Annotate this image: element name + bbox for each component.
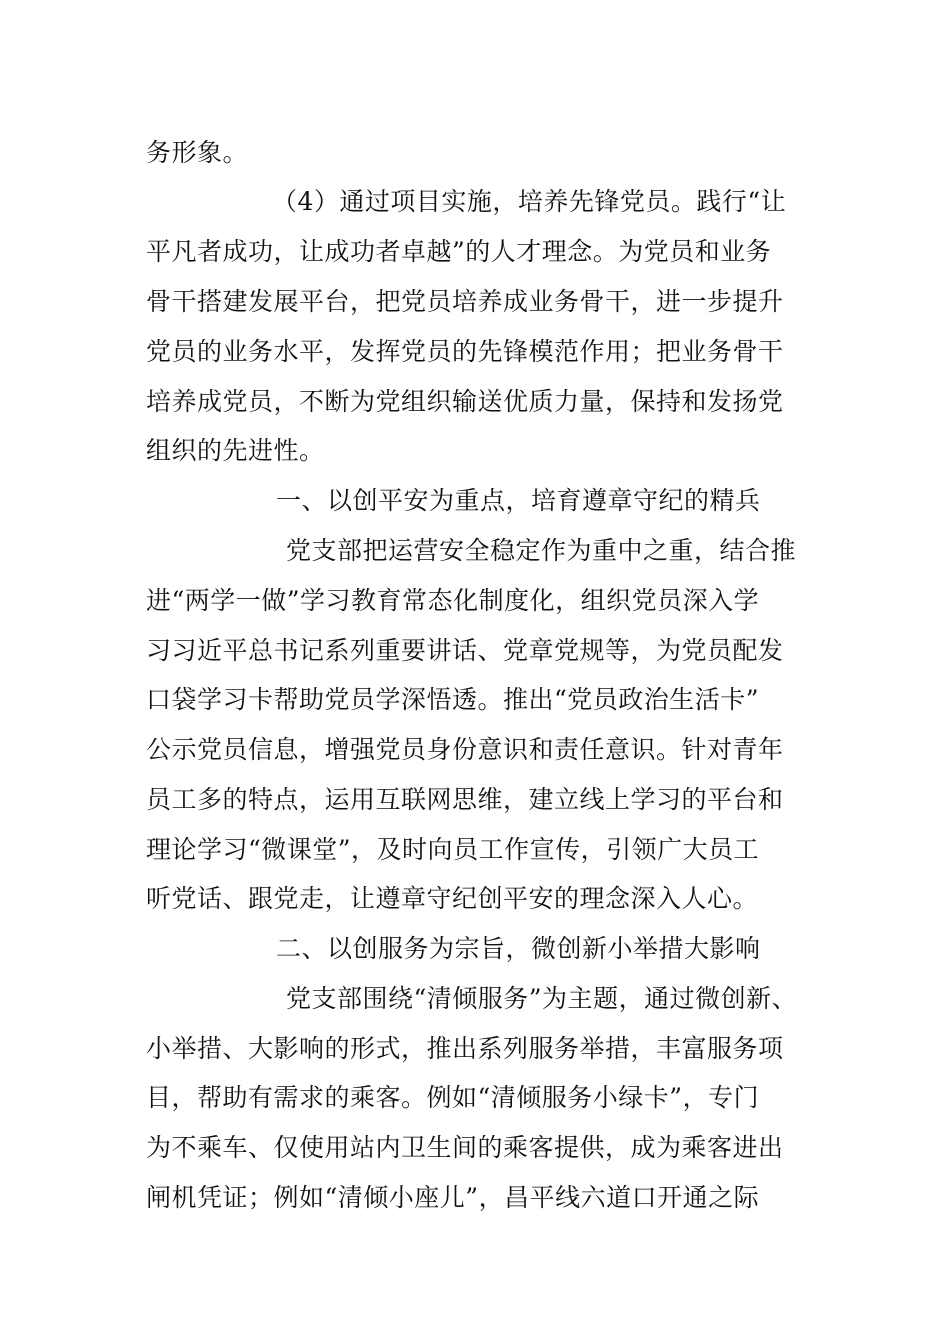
text-line: 员工多的特点，运用互联网思维，建立线上学习的平台和 <box>146 785 784 814</box>
text-line: 组织的先进性。 <box>146 436 325 465</box>
text-line: 骨干搭建发展平台，把党员培养成业务骨干，进一步提升 <box>146 287 784 316</box>
text-line: 务形象。 <box>146 138 249 167</box>
text-line: 听党话、跟党走，让遵章守纪创平安的理念深入人心。 <box>146 884 759 913</box>
section-heading: 二、以创服务为宗旨，微创新小举措大影响 <box>276 934 761 963</box>
text-line: 闸机凭证；例如“清倾小座儿”，昌平线六道口开通之际 <box>146 1183 760 1212</box>
text-line: 平凡者成功，让成功者卓越”的人才理念。为党员和业务 <box>146 237 772 266</box>
text-line: 理论学习“微课堂”，及时向员工作宣传，引领广大员工 <box>146 835 760 864</box>
paragraph-start-line: 党支部围绕“清倾服务”为主题，通过微创新、 <box>286 984 798 1013</box>
section-heading: 一、以创平安为重点，培育遵章守纪的精兵 <box>276 486 761 515</box>
text-line: 为不乘车、仅使用站内卫生间的乘客提供，成为乘客进出 <box>146 1133 784 1162</box>
text-line: 小举措、大影响的形式，推出系列服务举措，丰富服务项 <box>146 1034 784 1063</box>
text-line: 培养成党员，不断为党组织输送优质力量，保持和发扬党 <box>146 387 784 416</box>
paragraph-start-line: （4）通过项目实施，培养先锋党员。践行“让 <box>272 187 787 216</box>
text-line: 习习近平总书记系列重要讲话、党章党规等，为党员配发 <box>146 636 784 665</box>
paragraph-start-line: 党支部把运营安全稳定作为重中之重，结合推 <box>286 536 797 565</box>
text-line: 公示党员信息，增强党员身份意识和责任意识。针对青年 <box>146 735 784 764</box>
text-line: 进“两学一做”学习教育常态化制度化，组织党员深入学 <box>146 586 760 615</box>
text-line: 目，帮助有需求的乘客。例如“清倾服务小绿卡”，专门 <box>146 1083 760 1112</box>
text-line: 党员的业务水平，发挥党员的先锋模范作用；把业务骨干 <box>146 337 784 366</box>
text-line: 口袋学习卡帮助党员学深悟透。推出“党员政治生活卡” <box>146 685 760 714</box>
